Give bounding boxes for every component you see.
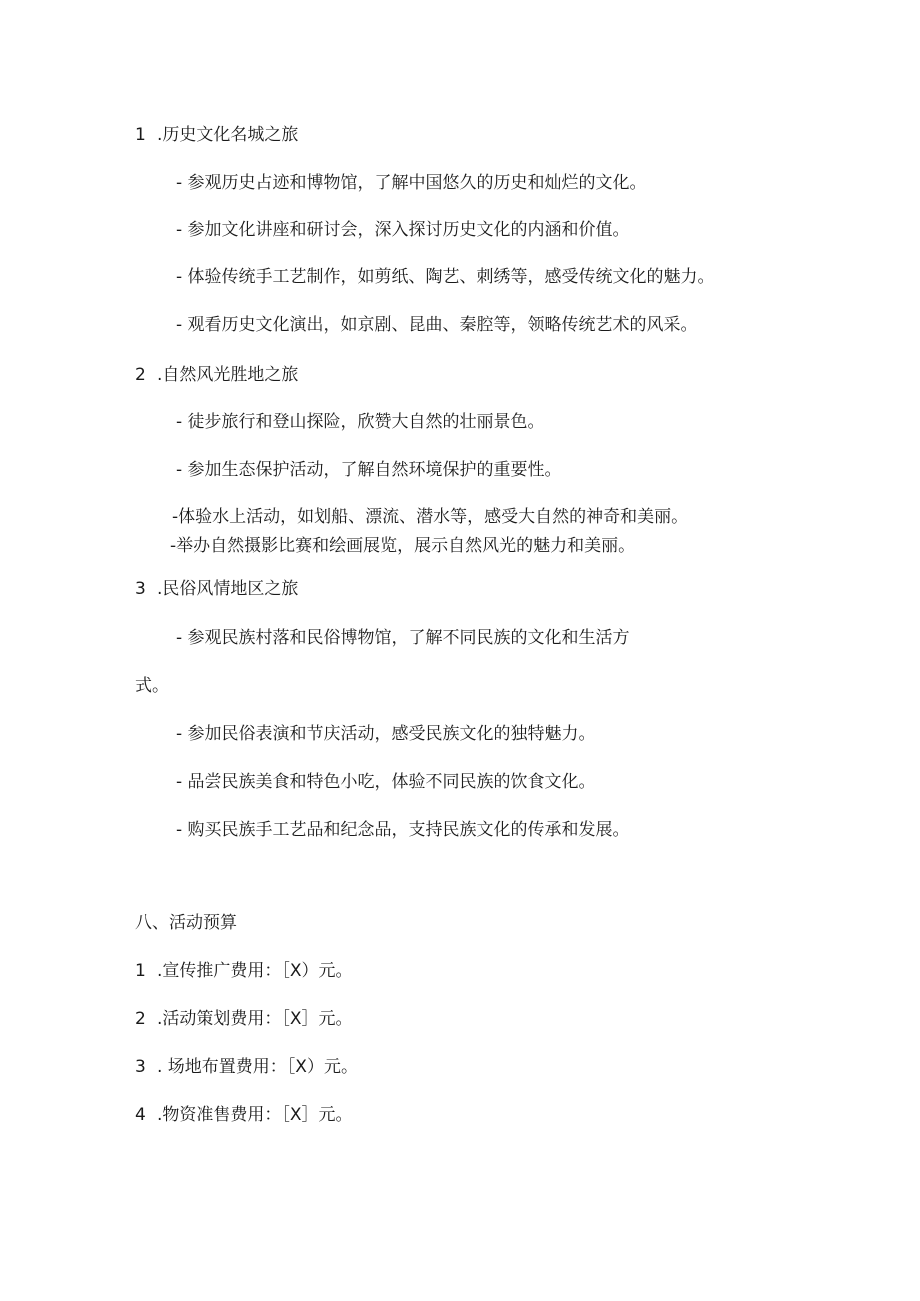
section-2-heading [135, 363, 298, 387]
list-item: - 参加民俗表演和节庆活动，感受民族文化的独特魅力。 [176, 724, 596, 744]
budget-item [135, 1103, 353, 1127]
budget-item-number: 4 [135, 1105, 146, 1125]
list-item: - 观看历史文化演出，如京剧、昆曲、秦腔等，领略传统艺术的风采。 [176, 315, 698, 335]
section-title: .民俗风情地区之旅 [157, 579, 299, 599]
budget-item-text: .活动策划费用：［X］元。 [157, 1009, 353, 1029]
budget-heading: 八、活动预算 [135, 913, 237, 933]
list-item: - 体验传统手工艺制作，如剪纸、陶艺、刺绣等，感受传统文化的魅力。 [176, 267, 715, 287]
budget-item [135, 959, 353, 983]
budget-item-text: . 场地布置费用：［X）元。 [157, 1057, 358, 1077]
list-item: - 品尝民族美食和特色小吃，体验不同民族的饮食文化。 [176, 772, 596, 792]
section-1-heading [135, 123, 298, 147]
budget-item-text: .宣传推广费用：［X）元。 [157, 961, 353, 981]
budget-item-number: 3 [135, 1057, 146, 1077]
list-item: - 参观历史占迹和博物馆，了解中国悠久的历史和灿烂的文化。 [176, 173, 647, 193]
list-item: - 参加生态保护活动，了解自然环境保护的重要性。 [176, 460, 562, 480]
list-item: - 徒步旅行和登山探险，欣赞大自然的壮丽景色。 [176, 412, 545, 432]
section-number: 1 [135, 125, 146, 145]
section-title: .自然风光胜地之旅 [157, 365, 299, 385]
budget-item [135, 1007, 353, 1031]
section-number: 2 [135, 365, 146, 385]
list-item: - 参观民族村落和民俗博物馆，了解不同民族的文化和生活方 [176, 628, 630, 648]
section-title: .历史文化名城之旅 [157, 125, 299, 145]
budget-item-number: 2 [135, 1009, 146, 1029]
budget-item-number: 1 [135, 961, 146, 981]
section-3-heading [135, 577, 298, 601]
budget-item [135, 1055, 358, 1079]
list-item-continuation: 式。 [135, 676, 169, 696]
budget-item-text: .物资准售费用：［X］元。 [157, 1105, 353, 1125]
list-item: -举办自然摄影比赛和绘画展览，展示自然风光的魅力和美丽。 [170, 536, 636, 556]
section-number: 3 [135, 579, 146, 599]
list-item: - 购买民族手工艺品和纪念品，支持民族文化的传承和发展。 [176, 820, 630, 840]
list-item: -体验水上活动，如划船、漂流、潜水等，感受大自然的神奇和美丽。 [172, 507, 689, 527]
list-item: - 参加文化讲座和研讨会，深入探讨历史文化的内涵和价值。 [176, 220, 630, 240]
